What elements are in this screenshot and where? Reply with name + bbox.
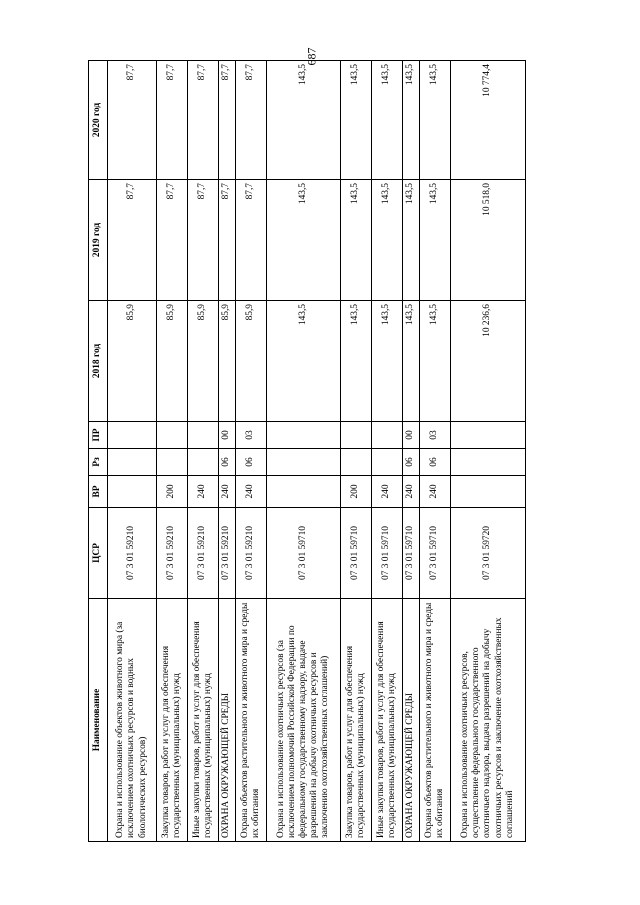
row-2019: 87,7	[108, 180, 157, 301]
page-number-text: 687	[304, 47, 319, 65]
row-name: Закупка товаров, работ и услуг для обеспечения государственных (муниципальных) нужд	[341, 599, 372, 842]
row-vr: 240	[219, 476, 236, 508]
row-2019: 143,5	[341, 180, 372, 301]
row-rz	[267, 449, 341, 476]
row-pr: 00	[219, 422, 236, 449]
row-pr	[267, 422, 341, 449]
header-name: Наименование	[89, 599, 108, 842]
row-rz: 06	[420, 449, 451, 476]
row-rz	[157, 449, 188, 476]
table-row	[372, 61, 403, 842]
row-rz: 06	[236, 449, 267, 476]
row-name: Охрана и использование охотничьих ресурсов, осуществление федерального государственного охотничьего надзора, выдача разрешений на добычу охотничьих ресурсов и заключение охотхозяйственных соглашений	[451, 599, 526, 842]
table-row	[451, 61, 526, 842]
row-rz	[372, 449, 403, 476]
row-2018: 85,9	[157, 301, 188, 422]
row-name: Охрана и использование охотничьих ресурсов (за исключением полномочий Российской Федерации по федеральному государственному надзору, выдаче разрешений на добычу охотничьих ресурсов и заключению охотхозяйственных соглашений)	[267, 599, 341, 842]
row-pr	[372, 422, 403, 449]
row-2018: 85,9	[219, 301, 236, 422]
row-vr: 200	[341, 476, 372, 508]
row-2019: 143,5	[372, 180, 403, 301]
row-vr	[451, 476, 526, 508]
row-2018: 143,5	[420, 301, 451, 422]
table-row	[219, 61, 236, 842]
row-csr: 07 3 01 59210	[188, 508, 219, 599]
row-2018: 85,9	[108, 301, 157, 422]
row-2018: 85,9	[188, 301, 219, 422]
header-2020: 2020 год	[89, 61, 108, 180]
row-2020: 143,5	[420, 61, 451, 180]
row-pr	[341, 422, 372, 449]
row-csr: 07 3 01 59720	[451, 508, 526, 599]
row-csr: 07 3 01 59710	[403, 508, 420, 599]
row-name: ОХРАНА ОКРУЖАЮЩЕЙ СРЕДЫ	[403, 599, 420, 842]
row-2018: 143,5	[403, 301, 420, 422]
header-csr: ЦСР	[89, 508, 108, 599]
header-row	[89, 61, 108, 842]
table-row	[267, 61, 341, 842]
row-2020: 10 774,4	[451, 61, 526, 180]
row-rz: 06	[403, 449, 420, 476]
table-rotation-frame	[88, 61, 515, 842]
row-vr: 240	[420, 476, 451, 508]
row-name: ОХРАНА ОКРУЖАЮЩЕЙ СРЕДЫ	[219, 599, 236, 842]
row-2019: 87,7	[188, 180, 219, 301]
row-name: Охрана объектов растительного и животного мира и среды их обитания	[420, 599, 451, 842]
row-pr: 00	[403, 422, 420, 449]
row-2020: 143,5	[267, 61, 341, 180]
row-2019: 10 518,0	[451, 180, 526, 301]
row-2020: 143,5	[341, 61, 372, 180]
row-name: Иные закупки товаров, работ и услуг для обеспечения государственных (муниципальных) нужд	[188, 599, 219, 842]
row-2018: 10 236,6	[451, 301, 526, 422]
row-csr: 07 3 01 59210	[236, 508, 267, 599]
row-rz	[108, 449, 157, 476]
row-pr: 03	[236, 422, 267, 449]
row-csr: 07 3 01 59710	[341, 508, 372, 599]
row-pr	[451, 422, 526, 449]
row-csr: 07 3 01 59710	[372, 508, 403, 599]
row-vr: 240	[188, 476, 219, 508]
header-2018: 2018 год	[89, 301, 108, 422]
row-2018: 143,5	[372, 301, 403, 422]
row-2020: 87,7	[236, 61, 267, 180]
row-rz	[451, 449, 526, 476]
row-2020: 87,7	[108, 61, 157, 180]
table-row	[236, 61, 267, 842]
row-2019: 87,7	[157, 180, 188, 301]
table-row	[108, 61, 157, 842]
row-2019: 143,5	[403, 180, 420, 301]
row-vr: 240	[403, 476, 420, 508]
row-vr: 200	[157, 476, 188, 508]
row-2020: 143,5	[403, 61, 420, 180]
row-2020: 87,7	[157, 61, 188, 180]
row-2019: 143,5	[420, 180, 451, 301]
table-row	[420, 61, 451, 842]
row-csr: 07 3 01 59210	[108, 508, 157, 599]
budget-table	[88, 60, 526, 842]
row-pr	[157, 422, 188, 449]
row-2019: 143,5	[267, 180, 341, 301]
row-2020: 87,7	[219, 61, 236, 180]
table-row	[157, 61, 188, 842]
row-name: Иные закупки товаров, работ и услуг для обеспечения государственных (муниципальных) нужд	[372, 599, 403, 842]
row-rz	[341, 449, 372, 476]
row-2020: 143,5	[372, 61, 403, 180]
row-csr: 07 3 01 59210	[219, 508, 236, 599]
row-pr	[108, 422, 157, 449]
row-vr: 240	[372, 476, 403, 508]
header-rz: Рз	[89, 449, 108, 476]
header-2019: 2019 год	[89, 180, 108, 301]
row-vr: 240	[236, 476, 267, 508]
row-csr: 07 3 01 59710	[420, 508, 451, 599]
row-rz	[188, 449, 219, 476]
row-pr: 03	[420, 422, 451, 449]
rotated-table-container	[88, 61, 515, 842]
table-row	[403, 61, 420, 842]
row-csr: 07 3 01 59710	[267, 508, 341, 599]
row-2018: 143,5	[267, 301, 341, 422]
row-pr	[188, 422, 219, 449]
row-2018: 85,9	[236, 301, 267, 422]
table-row	[341, 61, 372, 842]
row-vr	[108, 476, 157, 508]
row-2020: 87,7	[188, 61, 219, 180]
row-rz: 06	[219, 449, 236, 476]
row-name: Охрана и использование объектов животного мира (за исключением охотничьих ресурсов и водных биологических ресурсов)	[108, 599, 157, 842]
header-vr: ВР	[89, 476, 108, 508]
row-2019: 87,7	[219, 180, 236, 301]
row-name: Закупка товаров, работ и услуг для обеспечения государственных (муниципальных) нужд	[157, 599, 188, 842]
table-row	[188, 61, 219, 842]
row-vr	[267, 476, 341, 508]
row-name: Охрана объектов растительного и животного мира и среды их обитания	[236, 599, 267, 842]
header-pr: ПР	[89, 422, 108, 449]
row-2018: 143,5	[341, 301, 372, 422]
row-csr: 07 3 01 59210	[157, 508, 188, 599]
row-2019: 87,7	[236, 180, 267, 301]
